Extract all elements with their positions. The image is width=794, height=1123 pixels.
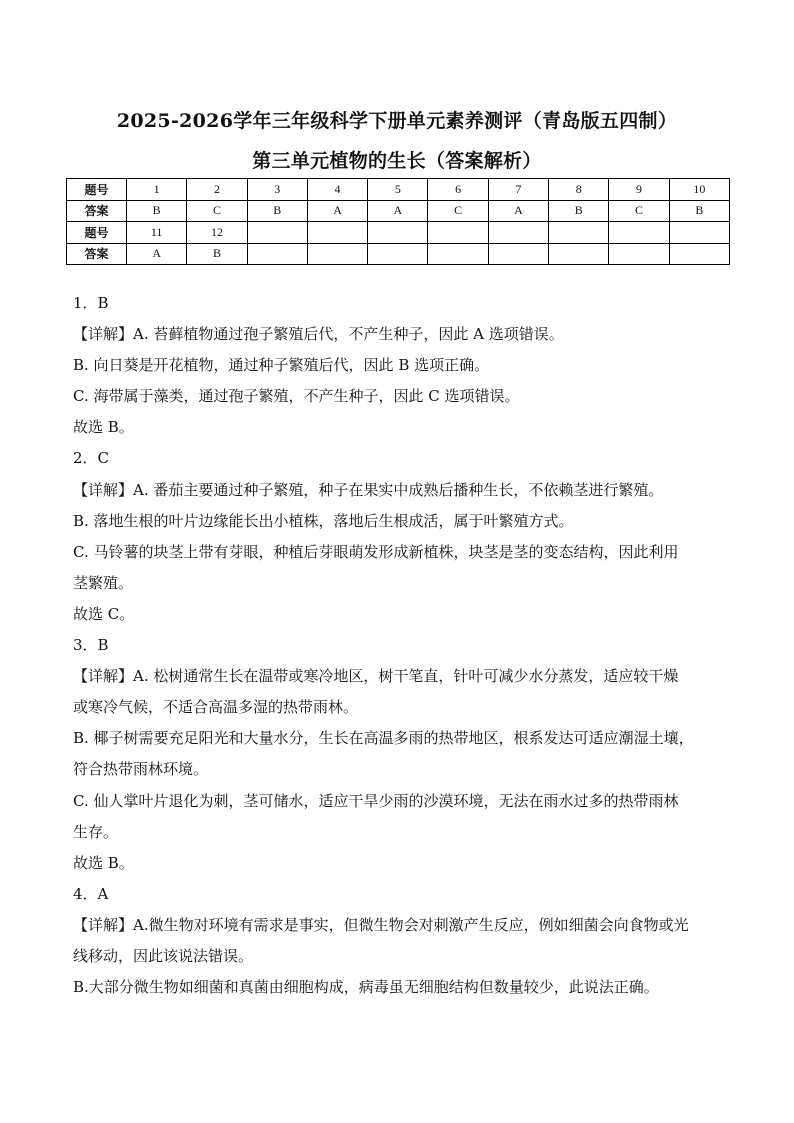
table-cell — [609, 243, 669, 265]
explanation-line: 【详解】A.微生物对环境有需求是事实，但微生物会对刺激产生反应，例如细菌会向食物或光 — [73, 915, 689, 934]
table-cell — [669, 222, 729, 244]
table-cell — [549, 222, 609, 244]
explanation-line: C. 马铃薯的块茎上带有芽眼，种植后芽眼萌发形成新植株，块茎是茎的变态结构，因此利用 — [73, 542, 679, 561]
row-label-question: 题号 — [67, 179, 127, 201]
explanation-line: C. 仙人掌叶片退化为刺，茎可储水，适应干旱少雨的沙漠环境，无法在雨水过多的热带雨林 — [73, 791, 679, 810]
table-cell: 3 — [247, 179, 307, 201]
table-cell: A — [368, 200, 428, 222]
table-cell: 11 — [127, 222, 187, 244]
answer-heading-4: 4．A — [73, 884, 109, 903]
table-cell: 7 — [488, 179, 548, 201]
table-cell — [247, 243, 307, 265]
explanation-line: C. 海带属于藻类，通过孢子繁殖，不产生种子，因此 C 选项错误。 — [73, 387, 520, 406]
table-cell — [368, 243, 428, 265]
table-cell — [488, 243, 548, 265]
table-cell — [307, 222, 367, 244]
table-cell: B — [187, 243, 247, 265]
answer-heading-3: 3．B — [73, 636, 109, 655]
table-cell — [247, 222, 307, 244]
answer-heading-1: 1．B — [73, 294, 109, 312]
answer-explanations — [73, 288, 733, 1003]
table-cell: A — [127, 243, 187, 265]
table-cell — [428, 222, 488, 244]
table-cell: A — [307, 200, 367, 222]
explanation-line: B. 向日葵是开花植物，通过种子繁殖后代，因此 B 选项正确。 — [73, 356, 490, 375]
table-cell: C — [609, 200, 669, 222]
row-label-question: 题号 — [67, 222, 127, 244]
row-label-answer: 答案 — [67, 200, 127, 222]
table-cell: 4 — [307, 179, 367, 201]
table-row-answers-1 — [67, 200, 730, 222]
table-cell: 6 — [428, 179, 488, 201]
explanation-line: B. 落地生根的叶片边缘能长出小植株，落地后生根成活，属于叶繁殖方式。 — [73, 511, 574, 530]
table-cell: C — [428, 200, 488, 222]
table-cell — [549, 243, 609, 265]
table-cell: C — [187, 200, 247, 222]
table-cell: 9 — [609, 179, 669, 201]
explanation-line: 【详解】A. 苔藓植物通过孢子繁殖后代，不产生种子，因此 A 选项错误。 — [73, 325, 564, 344]
table-cell: B — [247, 200, 307, 222]
table-cell: 2 — [187, 179, 247, 201]
answer-heading-2: 2．C — [73, 449, 110, 468]
table-cell: 12 — [187, 222, 247, 244]
explanation-line: 或寒冷气候，不适合高温多湿的热带雨林。 — [73, 698, 359, 717]
document-title: 2025-2026学年三年级科学下册单元素养测评（青岛版五四制） — [116, 110, 678, 132]
row-label-answer: 答案 — [67, 243, 127, 265]
conclusion-line: 故选 C。 — [73, 604, 135, 623]
answer-table — [66, 178, 730, 265]
table-cell: B — [127, 200, 187, 222]
table-cell — [428, 243, 488, 265]
explanation-line: 【详解】A. 松树通常生长在温带或寒冷地区，树干笔直，针叶可减少水分蒸发，适应较干燥 — [73, 667, 679, 686]
table-row-answers-2 — [67, 243, 730, 265]
conclusion-line: 故选 B。 — [73, 853, 134, 872]
conclusion-line: 故选 B。 — [73, 418, 134, 437]
table-cell — [307, 243, 367, 265]
table-cell: 10 — [669, 179, 729, 201]
table-row-question-numbers-1 — [67, 179, 730, 201]
document-subtitle: 第三单元植物的生长（答案解析） — [252, 150, 542, 172]
explanation-line: B.大部分微生物如细菌和真菌由细胞构成，病毒虽无细胞结构但数量较少，此说法正确。 — [73, 978, 659, 997]
table-cell: B — [549, 200, 609, 222]
explanation-line: B. 椰子树需要充足阳光和大量水分，生长在高温多雨的热带地区，根系发达可适应潮湿土壤， — [73, 729, 694, 748]
table-cell: B — [669, 200, 729, 222]
table-cell — [609, 222, 669, 244]
table-row-question-numbers-2 — [67, 222, 730, 244]
table-cell — [368, 222, 428, 244]
explanation-line: 生存。 — [73, 822, 119, 841]
table-cell — [488, 222, 548, 244]
table-cell: 5 — [368, 179, 428, 201]
table-cell: 8 — [549, 179, 609, 201]
explanation-line: 茎繁殖。 — [73, 573, 134, 592]
explanation-line: 线移动，因此该说法错误。 — [73, 946, 254, 965]
explanation-line: 符合热带雨林环境。 — [73, 760, 209, 779]
table-cell — [669, 243, 729, 265]
table-cell: 1 — [127, 179, 187, 201]
explanation-line: 【详解】A. 番茄主要通过种子繁殖，种子在果实中成熟后播种生长，不依赖茎进行繁殖。 — [73, 480, 664, 499]
table-cell: A — [488, 200, 548, 222]
